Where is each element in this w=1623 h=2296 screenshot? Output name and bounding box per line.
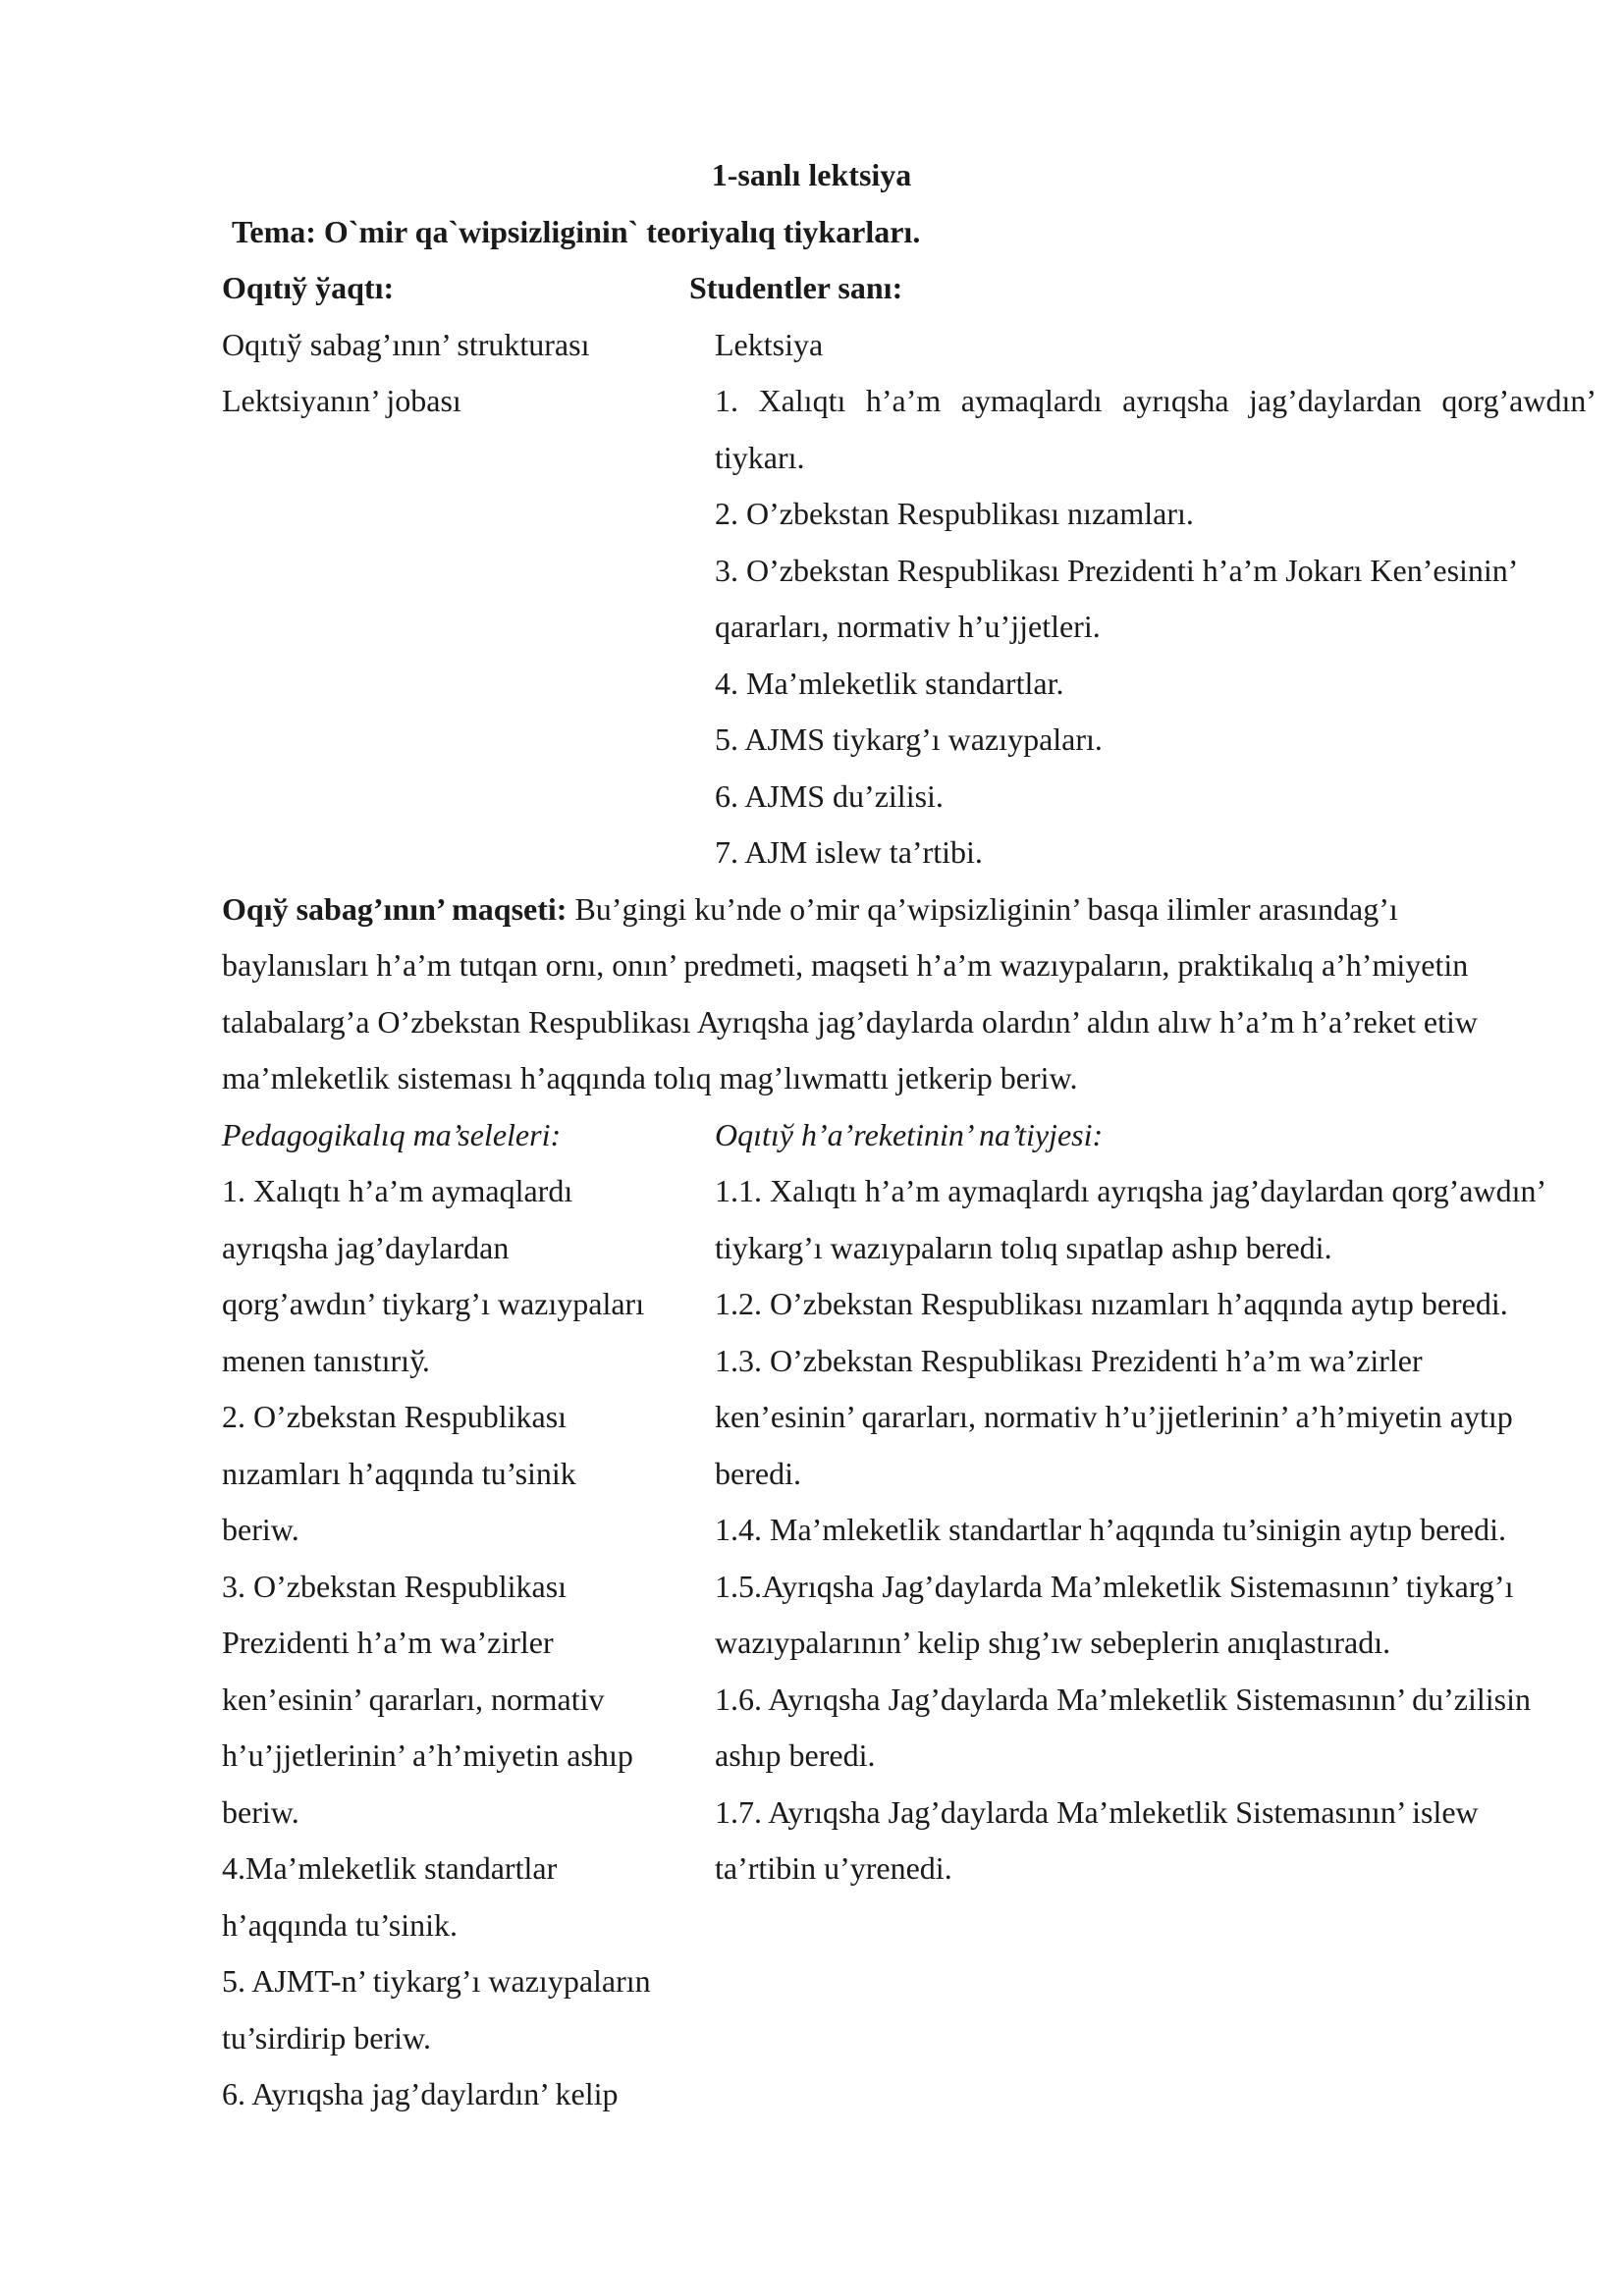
plan-item: 4. Ma’mleketlik standartlar. xyxy=(715,666,1064,701)
result-line: 1.1. Xalıqtı h’a’m aymaqlardı ayrıqsha jag’daylardan qorg’awdın’ xyxy=(715,1173,1547,1208)
lecture-title: 1-sanlı lektsiya xyxy=(711,157,912,192)
goal-label: Oqıў sabag’ının’ maqseti: xyxy=(222,891,568,927)
results-heading xyxy=(715,1115,1103,1154)
task-line: ken’esinin’ qararları, normativ xyxy=(222,1682,605,1717)
tasks-heading-text: Pedagogikalıq ma’seleleri: xyxy=(222,1117,562,1152)
result-line: 1.3. O’zbekstan Respublikası Prezidenti h’a’m wa’zirler xyxy=(715,1343,1423,1378)
result-line: tiykarg’ı wazıypaların tolıq sıpatlap ashıp beredi. xyxy=(715,1230,1332,1265)
plan-item: 3. O’zbekstan Respublikası Prezidenti h’a’m Jokarı Ken’esinin’ xyxy=(715,553,1519,588)
task-line: nızamları h’aqqında tu’sinik xyxy=(222,1456,576,1491)
goal-text: talabalarg’a O’zbekstan Respublikası Ayrıqsha jag’daylarda olardın’ aldın alıw h’a’m h’a’reket etiw xyxy=(222,1004,1478,1040)
plan-item: 5. AJMS tiykarg’ı wazıypaları. xyxy=(715,721,1103,757)
task-line: beriw. xyxy=(222,1512,299,1547)
goal-first-line xyxy=(222,889,1398,929)
goal-text: Bu’gingi ku’nde o’mir qa’wipsizliginin’ basqa ilimler arasındag’ı xyxy=(567,891,1398,927)
task-line: ayrıqsha jag’daylardan xyxy=(222,1230,510,1265)
task-line: qorg’awdın’ tiykarg’ı wazıypaları xyxy=(222,1286,645,1321)
students-label: Studentler sanı: xyxy=(689,270,903,305)
goal-text: baylanısları h’a’m tutqan ornı, onın’ predmeti, maqseti h’a’m wazıypaların, praktikalıq a’h’miyetin xyxy=(222,947,1469,983)
task-line: h’u’jjetlerinin’ a’h’miyetin ashıp xyxy=(222,1737,633,1773)
structure-label: Oqıtıў sabag’ının’ strukturası xyxy=(222,327,590,362)
plan-item: 1. Xalıqtı h’a’m aymaqlardı ayrıqsha jag’daylardan qorg’awdın’ xyxy=(715,383,1596,418)
task-line: menen tanıstırıў. xyxy=(222,1343,430,1378)
plan-item: qararları, normativ h’u’jjetleri. xyxy=(715,609,1101,644)
task-line: beriw. xyxy=(222,1794,299,1830)
result-line: 1.5.Ayrıqsha Jag’daylarda Ma’mleketlik Sistemasının’ tiykarg’ı xyxy=(715,1569,1514,1604)
time-label: Oqıtıў ўaqtı: xyxy=(222,270,395,305)
result-line: ashıp beredi. xyxy=(715,1737,876,1773)
task-line: 6. Ayrıqsha jag’daylardın’ kelip xyxy=(222,2076,619,2111)
result-line: 1.7. Ayrıqsha Jag’daylarda Ma’mleketlik Sistemasının’ islew xyxy=(715,1794,1479,1830)
plan-label: Lektsiyanın’ jobası xyxy=(222,383,461,418)
result-line: 1.2. O’zbekstan Respublikası nızamları h’aqqında aytıp beredi. xyxy=(715,1286,1508,1321)
structure-value: Lektsiya xyxy=(715,327,824,362)
task-line: 4.Ma’mleketlik standartlar xyxy=(222,1850,558,1886)
task-line: Prezidenti h’a’m wa’zirler xyxy=(222,1625,554,1660)
result-line: wazıypalarının’ kelip shıg’ıw sebeplerin anıqlastıradı. xyxy=(715,1625,1391,1660)
result-line: 1.6. Ayrıqsha Jag’daylarda Ma’mleketlik Sistemasının’ du’zilisin xyxy=(715,1682,1531,1717)
goal-text: ma’mleketlik sisteması h’aqqında tolıq mag’lıwmattı jetkerip beriw. xyxy=(222,1060,1078,1095)
result-line: ta’rtibin u’yrenedi. xyxy=(715,1850,952,1886)
task-line: 5. AJMT-n’ tiykarg’ı wazıypaların xyxy=(222,1963,651,1999)
result-line: 1.4. Ma’mleketlik standartlar h’aqqında tu’sinigin aytıp beredi. xyxy=(715,1512,1507,1547)
result-line: ken’esinin’ qararları, normativ h’u’jjetlerinin’ a’h’miyetin aytıp xyxy=(715,1399,1513,1434)
task-line: tu’sirdirip beriw. xyxy=(222,2020,431,2056)
task-line: 1. Xalıqtı h’a’m aymaqlardı xyxy=(222,1173,573,1208)
task-line: 2. O’zbekstan Respublikası xyxy=(222,1399,568,1434)
plan-item: 2. O’zbekstan Respublikası nızamları. xyxy=(715,496,1194,531)
plan-item: 7. AJM islew ta’rtibi. xyxy=(715,834,983,870)
tasks-heading xyxy=(222,1115,561,1154)
task-line: 3. O’zbekstan Respublikası xyxy=(222,1569,568,1604)
plan-item: tiykarı. xyxy=(715,440,805,475)
results-heading-text: Oqıtıў h’a’reketinin’ na’tiyjesi: xyxy=(715,1117,1104,1152)
lecture-topic: Tema: O`mir qa`wipsizliginin` teoriyalıq tiykarları. xyxy=(232,214,921,249)
result-line: beredi. xyxy=(715,1456,801,1491)
plan-item: 6. AJMS du’zilisi. xyxy=(715,778,944,814)
task-line: h’aqqında tu’sinik. xyxy=(222,1907,458,1943)
